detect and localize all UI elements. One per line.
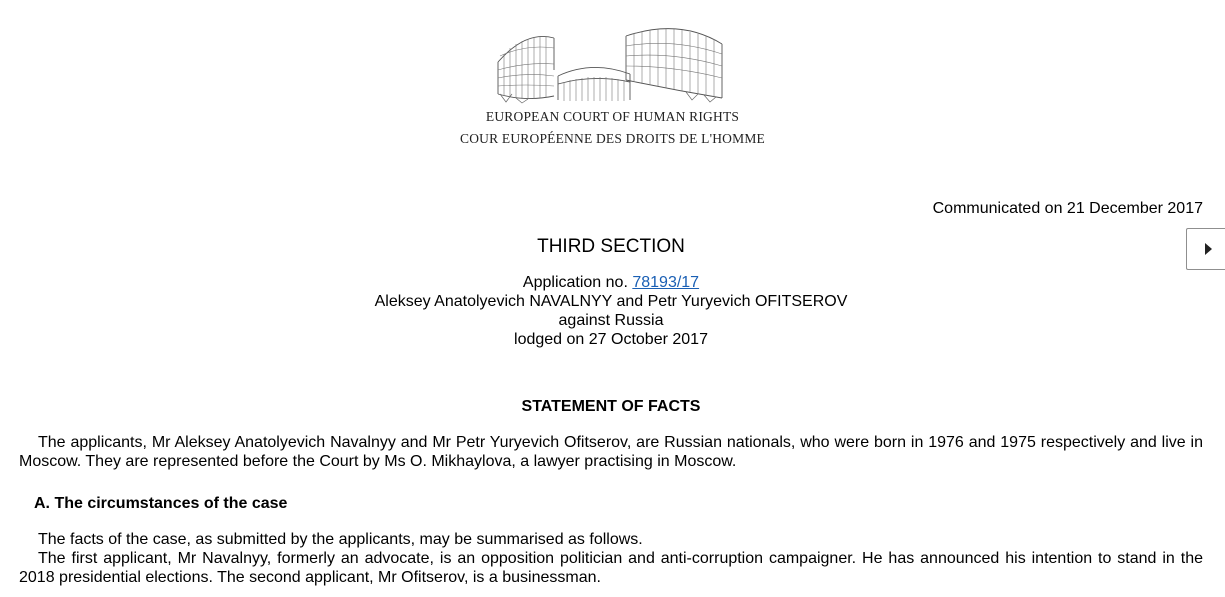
first-applicant-paragraph: The first applicant, Mr Navalnyy, formerly an advocate, is an opposition politician and anti-corruption campaigner. He has announced his intention to stand in the 2018 presidential elections. The second applicant, Mr Ofitserov, is a businessman. bbox=[19, 550, 1203, 586]
section-title: THIRD SECTION bbox=[537, 236, 685, 257]
application-number-link[interactable]: 78193/17 bbox=[632, 274, 700, 291]
court-name-english: EUROPEAN COURT OF HUMAN RIGHTS bbox=[485, 109, 740, 124]
respondent-line: against Russia bbox=[558, 312, 664, 329]
circumstances-heading: A. The circumstances of the case bbox=[34, 495, 288, 512]
statement-of-facts-heading: STATEMENT OF FACTS bbox=[521, 398, 701, 415]
facts-intro-paragraph: The facts of the case, as submitted by the applicants, may be summarised as follows. bbox=[38, 531, 643, 548]
communicated-date: Communicated on 21 December 2017 bbox=[932, 200, 1203, 217]
parties-line: Aleksey Anatolyevich NAVALNYY and Petr Yuryevich OFITSEROV bbox=[374, 293, 848, 310]
application-prefix: Application no. bbox=[522, 274, 628, 291]
court-name-french: COUR EUROPÉENNE DES DROITS DE L'HOMME bbox=[460, 131, 765, 146]
applicants-paragraph: The applicants, Mr Aleksey Anatolyevich Navalnyy and Mr Petr Yuryevich Ofitserov, are Russian nationals, who were born in 1976 and 1975 respectively and live in Moscow. They are represented before the Court by Ms O. Mikhaylova, a lawyer practising in Moscow. bbox=[19, 434, 1203, 470]
lodged-date-line: lodged on 27 October 2017 bbox=[514, 331, 708, 348]
court-building-logo-icon bbox=[490, 24, 730, 104]
application-line bbox=[0, 274, 1222, 292]
